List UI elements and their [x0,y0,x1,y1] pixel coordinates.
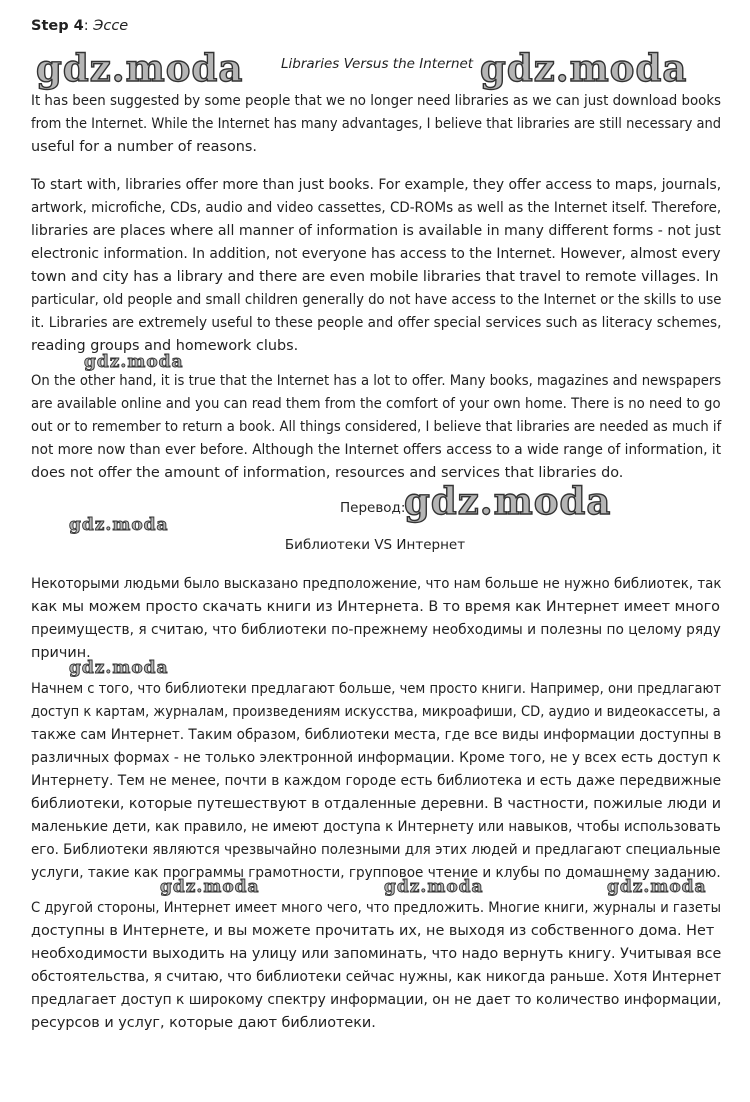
essay-line: маленькие дети, как правило, не имеют доступа к Интернету или навыков, чтобы использовать [31,819,721,835]
essay-line: It has been suggested by some people that we no longer need libraries as we can just download books [31,93,722,109]
essay-line: On the other hand, it is true that the Internet has a lot to offer. Many books, magazines and newspapers [31,373,722,389]
watermark-logo: gdz.moda [36,46,244,90]
step-label: Step 4 [31,18,84,34]
english-title: Libraries Versus the Internet [281,56,474,72]
watermark-logo: gdz.moda [384,877,484,897]
step-heading [31,16,128,36]
watermark-logo: gdz.moda [69,658,169,678]
watermark-logo: gdz.moda [84,352,184,372]
essay-line: electronic information. In addition, not everyone has access to the Internet. However, almost every [31,246,721,262]
watermark-logo: gdz.moda [404,479,612,523]
essay-line: причин. [31,645,91,661]
essay-line: различных формах - не только электронной информации. Кроме того, не у всех есть доступ к [31,750,721,766]
essay-line: town and city has a library and there are even mobile libraries that travel to remote villages. In [31,269,719,285]
essay-line: его. Библиотеки являются чрезвычайно полезными для этих людей и предлагают специальные [31,842,721,858]
essay-line: Интернету. Тем не менее, почти в каждом городе есть библиотека и есть даже передвижные [31,773,722,789]
essay-line: it. Libraries are extremely useful to these people and offer special services such as literacy schemes, [31,315,722,331]
essay-line: услуги, такие как программы грамотности, групповое чтение и клубы по домашнему заданию. [31,865,721,881]
essay-line: как мы можем просто скачать книги из Интернета. В то время как Интернет имеет много [31,599,720,615]
essay-line: not more now than ever before. Although the Internet offers access to a wide range of information, it [31,442,722,458]
essay-line: are available online and you can read them from the comfort of your own home. There is no need to go [31,396,721,412]
essay-line: useful for a number of reasons. [31,139,257,155]
watermark-logo: gdz.moda [480,46,688,90]
essay-line: To start with, libraries offer more than just books. For example, they offer access to maps, journals, [31,177,722,193]
essay-line: также сам Интернет. Таким образом, библиотеки места, где все виды информации доступны в [31,727,722,743]
essay-line: доступны в Интернете, и вы можете прочитать их, не выходя из собственного дома. Нет [31,923,715,939]
essay-line: does not offer the amount of information, resources and services that libraries do. [31,465,624,481]
watermark-logo: gdz.moda [160,877,260,897]
essay-line: предлагает доступ к широкому спектру информации, он не дает то количество информации, [31,992,722,1008]
essay-line: out or to remember to return a book. All things considered, I believe that libraries are needed as much if [31,419,722,435]
translation-label: Перевод: [340,500,406,516]
essay-line: С другой стороны, Интернет имеет много чего, что предложить. Многие книги, журналы и газеты [31,900,721,916]
watermark-logo: gdz.moda [69,515,169,535]
essay-line: from the Internet. While the Internet has many advantages, I believe that libraries are still necessary and [31,116,722,132]
essay-line: ресурсов и услуг, которые дают библиотеки. [31,1015,376,1031]
essay-line: преимуществ, я считаю, что библиотеки по-прежнему необходимы и полезны по целому ряду [31,622,721,638]
translation-title: Библиотеки VS Интернет [284,537,466,553]
essay-line: Начнем с того, что библиотеки предлагают больше, чем просто книги. Например, они предлагают [31,681,722,697]
essay-line: particular, old people and small children generally do not have access to the Internet or the skills to use [31,292,722,308]
watermark-logo: gdz.moda [607,877,707,897]
step-kind: Эссе [93,18,129,34]
step-separator: : [83,18,94,34]
essay-line: необходимости выходить на улицу или запоминать, что надо вернуть книгу. Учитывая все [31,946,722,962]
essay-line: artwork, microfiche, CDs, audio and video cassettes, CD-ROMs as well as the Internet itself. Therefore, [31,200,722,216]
essay-line: libraries are places where all manner of information is available in many different forms - not just [31,223,721,239]
essay-line: Некоторыми людьми было высказано предположение, что нам больше не нужно библиотек, так [31,576,722,592]
essay-line: библиотеки, которые путешествуют в отдаленные деревни. В частности, пожилые люди и [31,796,722,812]
essay-line: доступ к картам, журналам, произведениям искусства, микроафиши, CD, аудио и видеокассеты, а [31,704,721,720]
essay-line: обстоятельства, я считаю, что библиотеки сейчас нужны, как никогда раньше. Хотя Интернет [31,969,722,985]
essay-line: reading groups and homework clubs. [31,338,299,354]
